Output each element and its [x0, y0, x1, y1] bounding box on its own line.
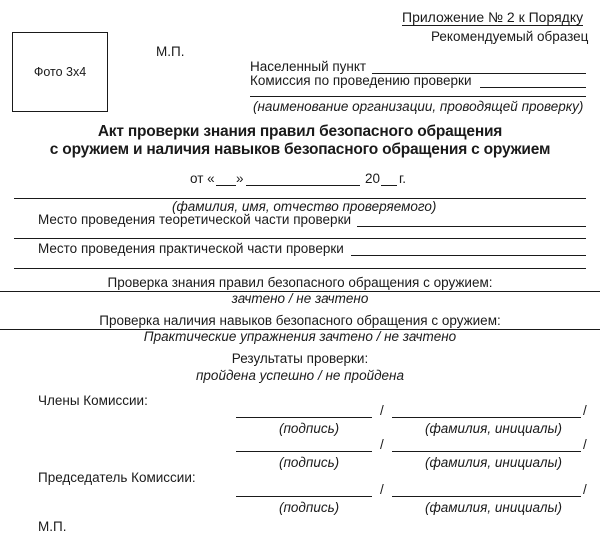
member2-slash: / — [380, 437, 384, 452]
members-label: Члены Комиссии: — [38, 393, 148, 408]
chairman-slash: / — [380, 482, 384, 497]
knowledge-check-section — [0, 275, 600, 292]
member2-signature-caption: (подпись) — [279, 455, 340, 470]
organization-caption: (наименование организации, проводящей проверку) — [253, 99, 584, 114]
photo-box — [12, 32, 108, 112]
knowledge-check-label: Проверка знания правил безопасного обращения с оружием: — [107, 275, 493, 290]
settlement-label: Населенный пункт — [250, 59, 367, 74]
person-name-caption: (фамилия, имя, отчество проверяемого) — [172, 199, 437, 214]
chairman-name-caption: (фамилия, инициалы) — [425, 500, 562, 515]
date-from: от « — [190, 171, 215, 186]
theory-place-label: Место проведения теоретической части проверки — [38, 212, 352, 227]
theory-place-line[interactable] — [357, 226, 586, 227]
date-year-line[interactable] — [381, 185, 397, 186]
results-label: Результаты проверки: — [231, 351, 369, 366]
member2-slash-end: / — [583, 437, 587, 452]
date-close-quote: » — [236, 171, 244, 186]
act-title-line2: с оружием и наличия навыков безопасного обращения с оружием — [49, 141, 551, 158]
practice-place-label: Место проведения практической части проверки — [38, 241, 344, 256]
chairman-name-line[interactable] — [392, 496, 581, 497]
member1-slash: / — [380, 403, 384, 418]
practice-place-line-2[interactable] — [14, 268, 586, 269]
skills-check-result: Практические упражнения зачтено / не зачтено — [143, 329, 457, 344]
date-year-prefix: 20 — [365, 171, 381, 186]
skills-check-label: Проверка наличия навыков безопасного обращения с оружием: — [99, 313, 501, 328]
photo-label: Фото 3х4 — [33, 65, 87, 79]
member2-name-line[interactable] — [392, 451, 581, 452]
stamp-place-bottom: М.П. — [38, 519, 67, 534]
results-value: пройдена успешно / не пройдена — [196, 368, 404, 383]
commission-label: Комиссия по проведению проверки — [250, 73, 472, 88]
member1-signature-line[interactable] — [236, 417, 372, 418]
sample-label: Рекомендуемый образец — [431, 29, 589, 44]
member1-signature-caption: (подпись) — [279, 421, 340, 436]
member1-name-line[interactable] — [392, 417, 581, 418]
member2-name-caption: (фамилия, инициалы) — [425, 455, 562, 470]
organization-line[interactable] — [250, 96, 586, 97]
member1-name-caption: (фамилия, инициалы) — [425, 421, 562, 436]
date-day-line[interactable] — [216, 185, 236, 186]
act-title-line1: Акт проверки знания правил безопасного обращения — [97, 123, 503, 140]
appendix-heading: Приложение № 2 к Порядку — [402, 9, 584, 25]
theory-place-line-2[interactable] — [14, 238, 586, 239]
chairman-signature-caption: (подпись) — [279, 500, 340, 515]
chairman-label: Председатель Комиссии: — [38, 470, 196, 485]
skills-check-section — [0, 313, 600, 330]
member1-slash-end: / — [583, 403, 587, 418]
commission-line[interactable] — [480, 87, 586, 88]
chairman-slash-end: / — [583, 482, 587, 497]
date-month-line[interactable] — [246, 185, 360, 186]
knowledge-check-result: зачтено / не зачтено — [231, 291, 369, 306]
member2-signature-line[interactable] — [236, 451, 372, 452]
practice-place-line[interactable] — [351, 255, 586, 256]
stamp-place-top: М.П. — [156, 44, 185, 59]
date-year-suffix: г. — [399, 171, 407, 186]
chairman-signature-line[interactable] — [236, 496, 372, 497]
